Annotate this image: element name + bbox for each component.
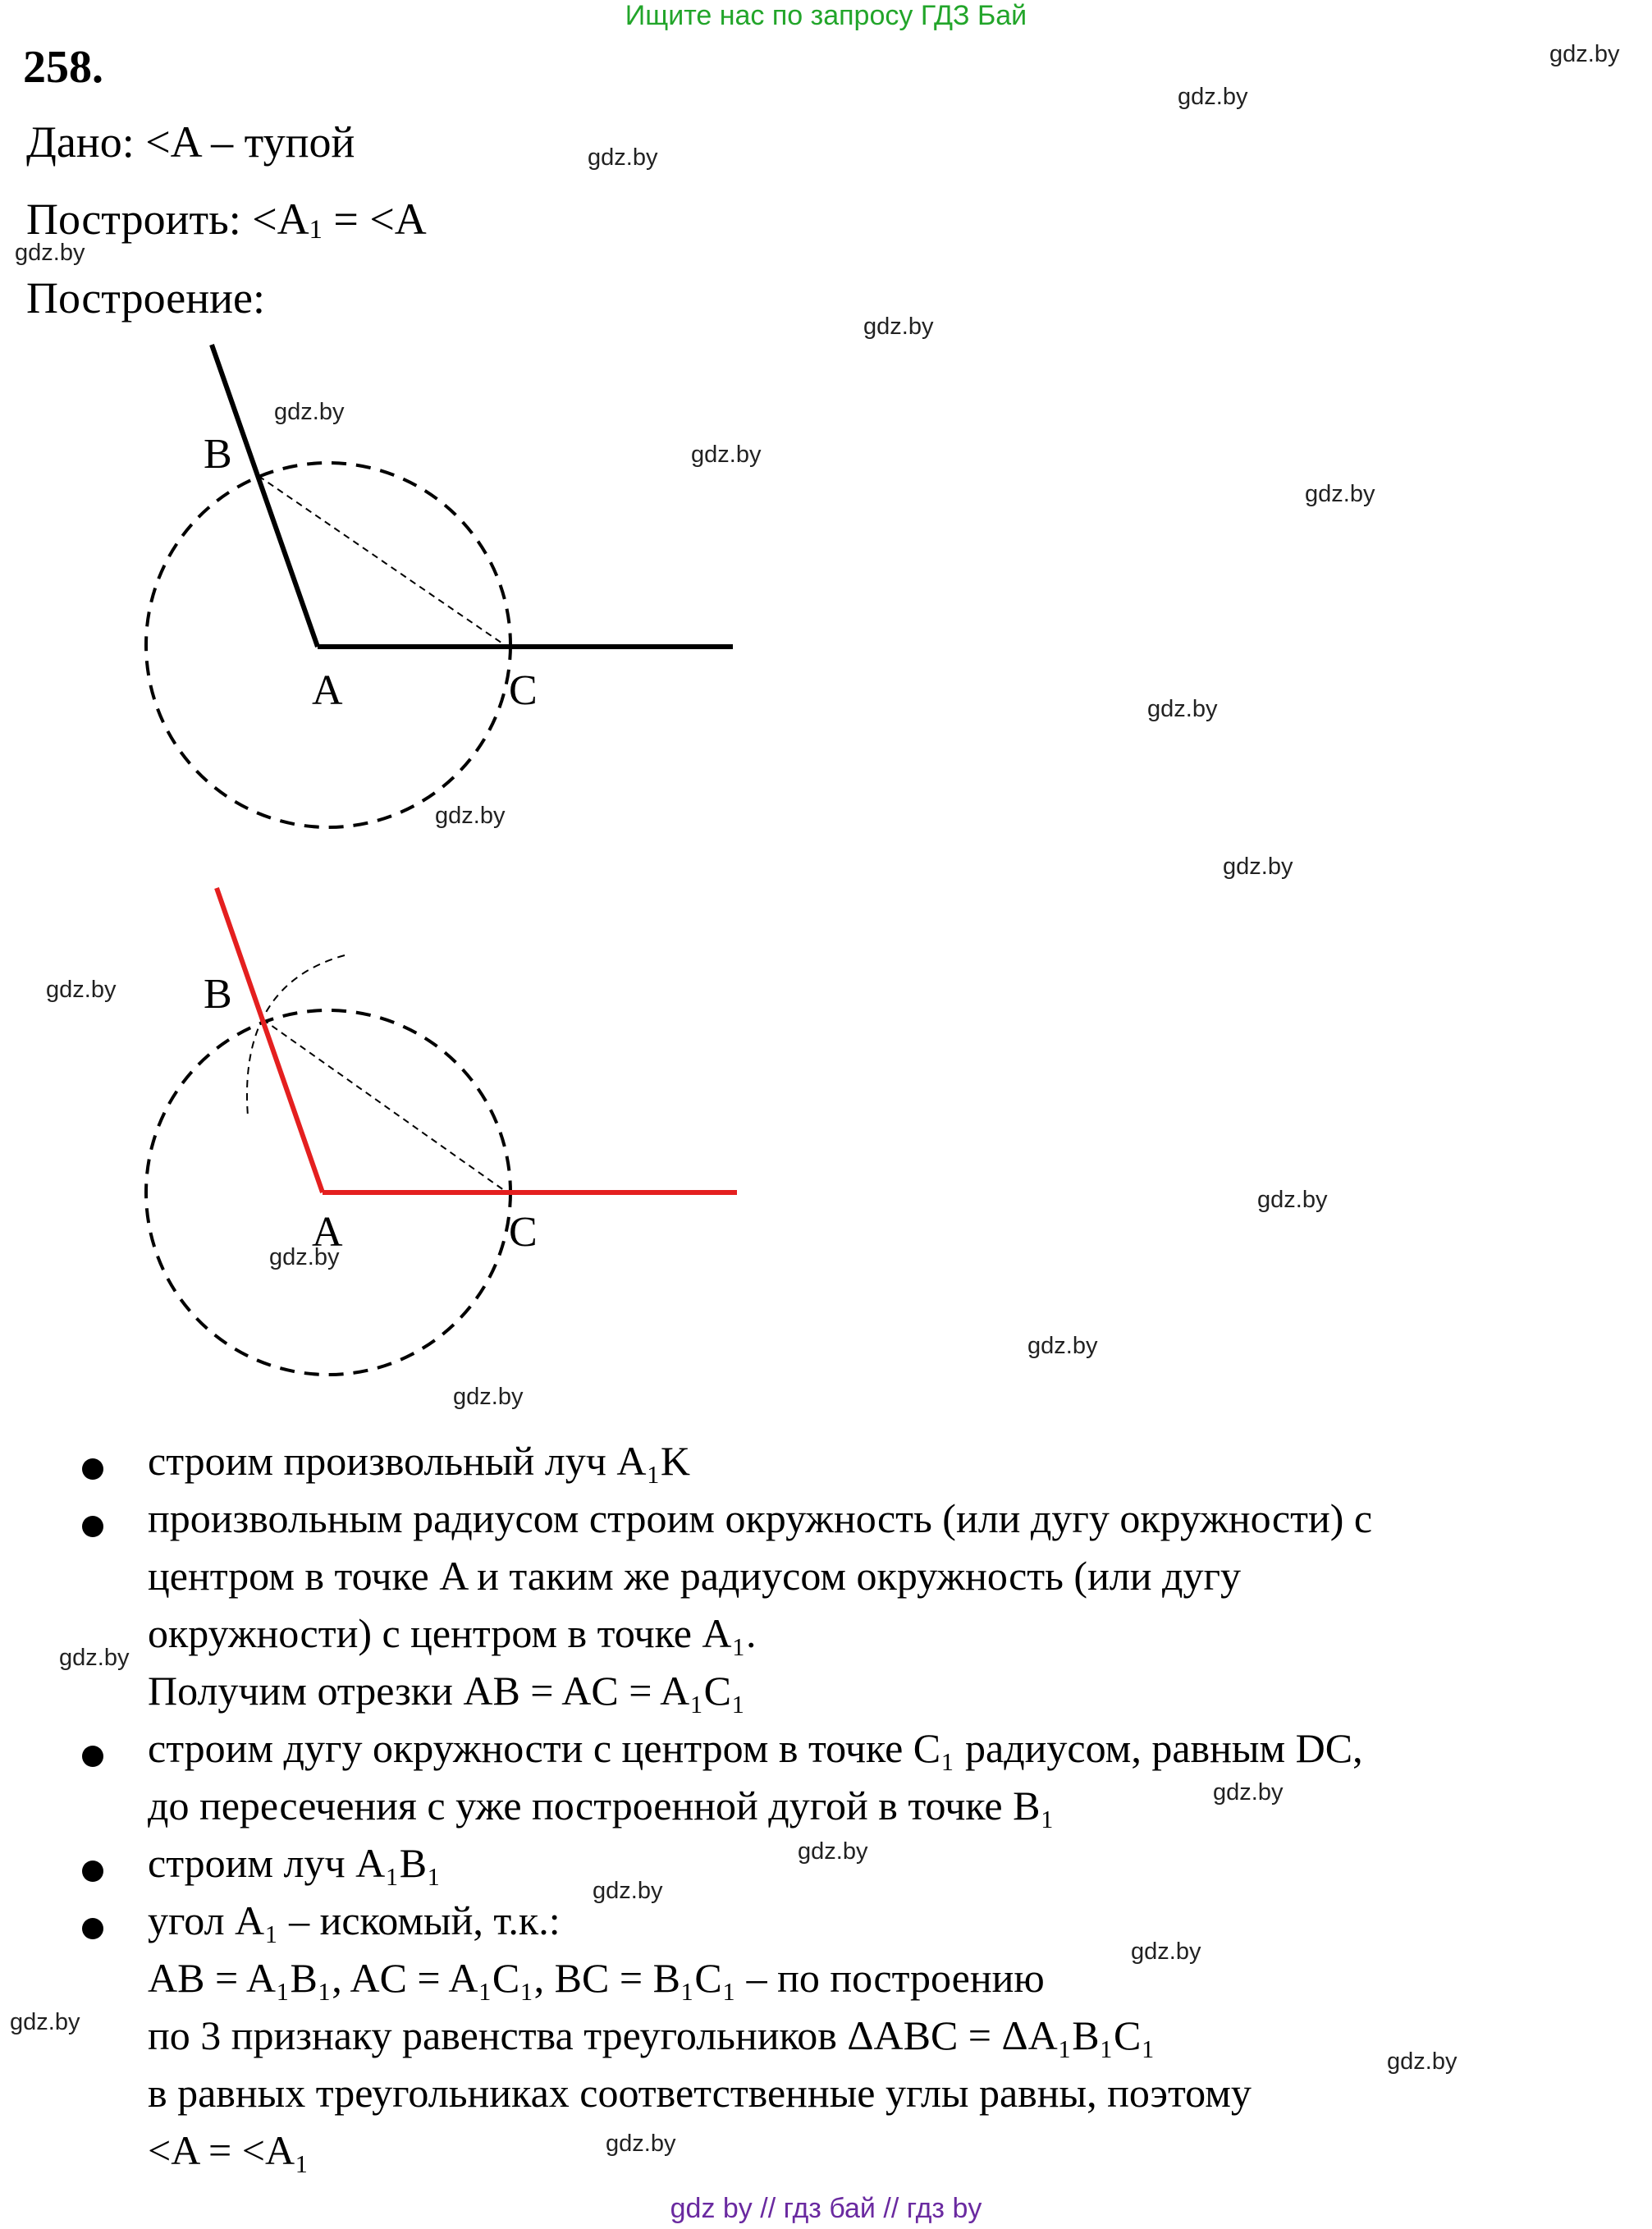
step-1: строим произвольный луч A₁K — [148, 1438, 691, 1484]
construct-rest: = <A — [322, 195, 427, 244]
bullet-5 — [82, 1918, 103, 1939]
figure-1-label-c: C — [509, 667, 538, 714]
watermark: gdz.by — [1178, 84, 1248, 110]
watermark: gdz.by — [269, 1244, 340, 1270]
bullet-3 — [82, 1746, 103, 1767]
watermark: gdz.by — [798, 1838, 868, 1865]
figure-1-chord-bc — [259, 476, 507, 647]
figure-1 — [0, 328, 821, 837]
figure-2-ray-ab — [217, 888, 323, 1192]
watermark: gdz.by — [588, 144, 658, 171]
step-5-line-2: AB = A₁B₁, AC = A₁C₁, BC = B₁C₁ – по построению — [148, 1955, 1045, 2001]
watermark: gdz.by — [593, 1878, 663, 1904]
step-3-line-2: до пересечения с уже построенной дугой в точке B₁ — [148, 1783, 1055, 1829]
watermark: gdz.by — [1387, 2048, 1458, 2075]
figure-2-arc — [247, 955, 345, 1116]
watermark: gdz.by — [1257, 1187, 1328, 1213]
step-2-line-1: произвольным радиусом строим окружность (или дугу окружности) с — [148, 1495, 1373, 1541]
construct-sub: 1 — [309, 214, 323, 245]
step-5-line-1: угол A₁ – искомый, т.к.: — [148, 1897, 561, 1943]
bullet-4 — [82, 1861, 103, 1882]
figure-1-ray-ab — [212, 345, 318, 647]
watermark: gdz.by — [1213, 1779, 1284, 1806]
watermark: gdz.by — [606, 2131, 676, 2157]
figure-1-label-b: B — [204, 431, 232, 478]
figure-2-label-c: C — [509, 1209, 538, 1256]
problem-number: 258. — [23, 42, 103, 93]
watermark: gdz.by — [1305, 481, 1375, 507]
construction-heading: Построение: — [26, 273, 265, 323]
watermark: gdz.by — [1223, 854, 1293, 880]
watermark: gdz.by — [1027, 1333, 1098, 1359]
watermark: gdz.by — [1549, 41, 1620, 67]
bottom-banner: gdz by // гдз бай // гдз by — [670, 2193, 982, 2224]
watermark: gdz.by — [1147, 696, 1218, 722]
figure-2-chord-bc — [263, 1019, 507, 1192]
step-2-line-2: центром в точке A и таким же радиусом окружность (или дугу — [148, 1553, 1241, 1599]
top-banner: Ищите нас по запросу ГДЗ Бай — [625, 0, 1027, 31]
bullet-2 — [82, 1516, 103, 1537]
figure-2 — [0, 878, 821, 1387]
watermark: gdz.by — [1131, 1938, 1201, 1965]
watermark: gdz.by — [15, 240, 85, 266]
watermark: gdz.by — [691, 442, 762, 468]
step-3-line-1: строим дугу окружности с центром в точке C₁ радиусом, равным DC, — [148, 1725, 1363, 1771]
bullet-1 — [82, 1458, 103, 1480]
step-5-line-3: по 3 признаку равенства треугольников ΔABC = ΔA₁B₁C₁ — [148, 2012, 1155, 2058]
watermark: gdz.by — [863, 314, 934, 340]
step-2-line-4: Получим отрезки AB = AC = A₁C₁ — [148, 1668, 746, 1714]
step-5-line-4: в равных треугольниках соответственные углы равны, поэтому — [148, 2070, 1252, 2116]
watermark: gdz.by — [10, 2009, 80, 2035]
watermark: gdz.by — [46, 977, 117, 1003]
figure-2-label-b: B — [204, 971, 232, 1018]
construct-line — [26, 194, 427, 245]
step-5-line-5: <A = <A₁ — [148, 2127, 309, 2173]
construct-label: Построить: <A — [26, 195, 309, 244]
step-4: строим луч A₁B₁ — [148, 1840, 442, 1886]
given-line: Дано: <A – тупой — [26, 117, 355, 167]
step-2-line-3: окружности) с центром в точке A₁. — [148, 1610, 757, 1656]
figure-1-label-a: A — [312, 667, 343, 714]
watermark: gdz.by — [435, 803, 506, 829]
watermark: gdz.by — [453, 1384, 524, 1410]
figure-2-label-a: A — [312, 1209, 343, 1256]
watermark: gdz.by — [274, 399, 345, 425]
watermark: gdz.by — [59, 1645, 130, 1671]
